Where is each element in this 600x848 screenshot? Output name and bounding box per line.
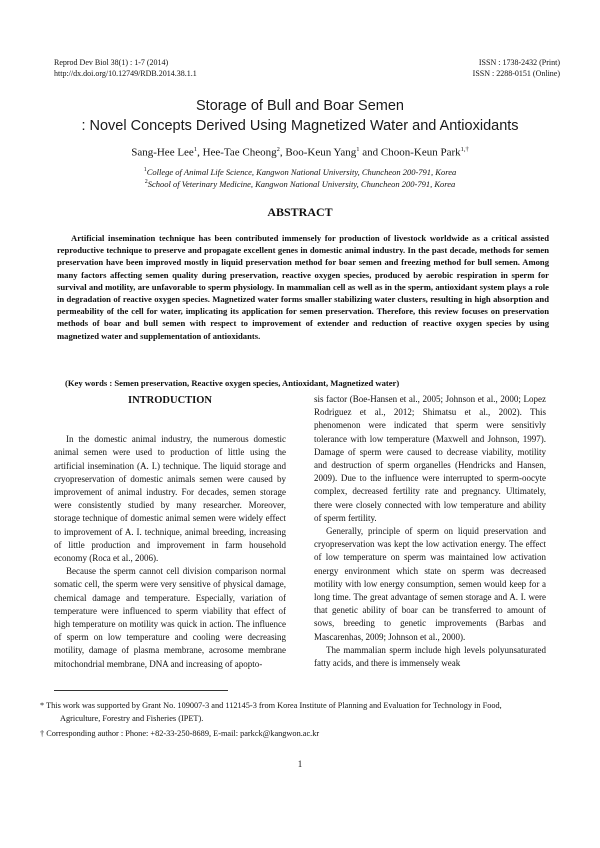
author-separator: , xyxy=(197,146,203,159)
title-line-2: : Novel Concepts Derived Using Magnetized Water and Antioxidants xyxy=(81,118,519,134)
abstract-heading: ABSTRACT xyxy=(267,205,333,219)
author-name: Choon-Keun Park xyxy=(380,146,461,159)
abstract-body xyxy=(57,232,549,342)
page-number: 1 xyxy=(297,759,303,769)
author-affil-mark: 2 xyxy=(276,146,280,153)
affiliation-mark: 2 xyxy=(144,179,148,185)
journal-citation: Reprod Dev Biol 38(1) : 1-7 (2014) xyxy=(54,58,169,67)
body-paragraph: The mammalian sperm include high levels polyunsaturated fatty acids, and there is immensely weak xyxy=(314,644,546,669)
abstract-paragraph: Artificial insemination technique has been contributed immensely for production of livestock worldwide as a critical assisted reproductive technique to preserve and propagate excellent genes in domestic animal industry. In the past decade, methods for semen preservation have been improved mostly in liquid preservation method for boar semen and freezing method for bull semen. Among many factors affecting semen quality during preservation, reactive oxygen species, produced by aerobic respiration in sperm for survival and motility, are unfavorable to sperm physiology. In mammalian cell as well as in the sperm, antioxidant system plays a role in degradation of reactive oxygen species. Magnetized water forms smaller stabilizing water clusters, resulting in high absorption and permeability of the cell for water, implicating its application for semen preservation. Therefore, this review focuses on preservation methods of boar and bull semen with respect to improvement of extender and reduction of reactive oxygen species by using magnetized water and supplementation of antioxidants. xyxy=(57,233,549,341)
author-affil-mark: 1 xyxy=(356,146,360,153)
author-separator: , xyxy=(279,146,286,159)
affiliation-text: School of Veterinary Medicine, Kangwon National University, Chuncheon 200-791, Korea xyxy=(147,178,456,189)
footnote-corresponding: † Corresponding author : Phone: +82-33-250-8689, E-mail: parkck@kangwon.ac.kr xyxy=(40,729,320,738)
body-paragraph: In the domestic animal industry, the numerous domestic animal semen were used to production of little using the artificial insemination (A. I.) technique. The liquid storage and cryopreservation of domestic animals semen were caused by improvement of animal industry. For decades, semen storage were consistently studied by many researcher. Moreover, storage technique of domestic animal semen were widely effect to improvement of A. I. technique, animal breeding, increasing of little production and improvement in farm household economy (Roca et al., 2006). xyxy=(54,434,286,564)
footnote-funding xyxy=(40,699,560,725)
author-name: Boo-Keun Yang xyxy=(285,146,357,159)
author-list xyxy=(40,143,560,160)
body-paragraph: sis factor (Boe-Hansen et al., 2005; Johnson et al., 2000; Lopez Rodriguez et al., 2012; Shimatsu et al., 2002). This phenomenon were indicated that sperm were sensitivly tolerance with low temperature (Maxwell and Johnson, 1997). Damage of sperm were caused to decrease viability, motility and destruction of sperm organelles (Hendricks and Hansen, 2009). Due to the influence were interrupted to sperm-oocyte complex, decreased fertility rate and pregnancy. Ultimately, there were closely connected with low temperature and ability of sperm fertility. xyxy=(314,394,546,523)
affiliation-text: College of Animal Life Science, Kangwon National University, Chuncheon 200-791, Korea xyxy=(146,166,457,177)
body-paragraph: Because the sperm cannot cell division comparison normal somatic cell, the sperm were very sensitive of physical damage, chemical damage and temperature. Especially, variation of temperature were influenced to sperm viability that effect of high temperature on motility was quick in action. The influence of sperm on low temperature and cooling were decreasing motility, damage of plasma membrane, acrosome membrane mitochondrial membrane, DNA and increasing of apopto- xyxy=(54,566,286,669)
author-name: Sang-Hee Lee xyxy=(131,146,194,159)
title-line-1: Storage of Bull and Boar Semen xyxy=(196,98,404,114)
journal-header-left xyxy=(54,57,197,79)
body-paragraph: Generally, principle of sperm on liquid preservation and cryopreservation was kept the low activation energy. The effect of low temperature on sperm was maintained low activation energy environment which state on sperm was decreased motility with low energy consumption, semen would keep for a long time. The great advantage of semen storage and A. I. were that genetic ability of boar can be transferred to amount of sows, breeding to genetic improvements (Barbas and Mascarenhas, 2009; Johnson et al., 2000). xyxy=(314,526,546,642)
footnote-text: * This work was supported by Grant No. 109007-3 and 112145-3 from Korea Institute of Planning and Evaluation for Technology in Food, xyxy=(40,701,502,710)
doi-link[interactable]: http://dx.doi.org/10.12749/RDB.2014.38.1.1 xyxy=(54,69,197,78)
issn-print: ISSN : 1738-2432 (Print) xyxy=(478,58,560,67)
keywords: (Key words : Semen preservation, Reactive oxygen species, Antioxidant, Magnetized water) xyxy=(65,378,400,388)
paper-title xyxy=(40,96,560,136)
author-affil-mark: 1,† xyxy=(460,146,469,153)
footnote-text: Agriculture, Forestry and Fisheries (IPET). xyxy=(60,714,204,723)
author-conjunction: and xyxy=(362,146,381,159)
issn-online: ISSN : 2288-0151 (Online) xyxy=(472,69,560,78)
affiliation-mark: 1 xyxy=(143,167,147,173)
author-name: Hee-Tae Cheong xyxy=(202,146,277,159)
affiliation xyxy=(40,176,560,190)
author-affil-mark: 1 xyxy=(193,146,198,153)
footnote-divider xyxy=(54,690,228,691)
right-column xyxy=(314,393,546,670)
journal-header-right xyxy=(473,57,560,79)
left-column xyxy=(54,393,286,671)
section-heading-introduction: INTRODUCTION xyxy=(127,395,212,406)
